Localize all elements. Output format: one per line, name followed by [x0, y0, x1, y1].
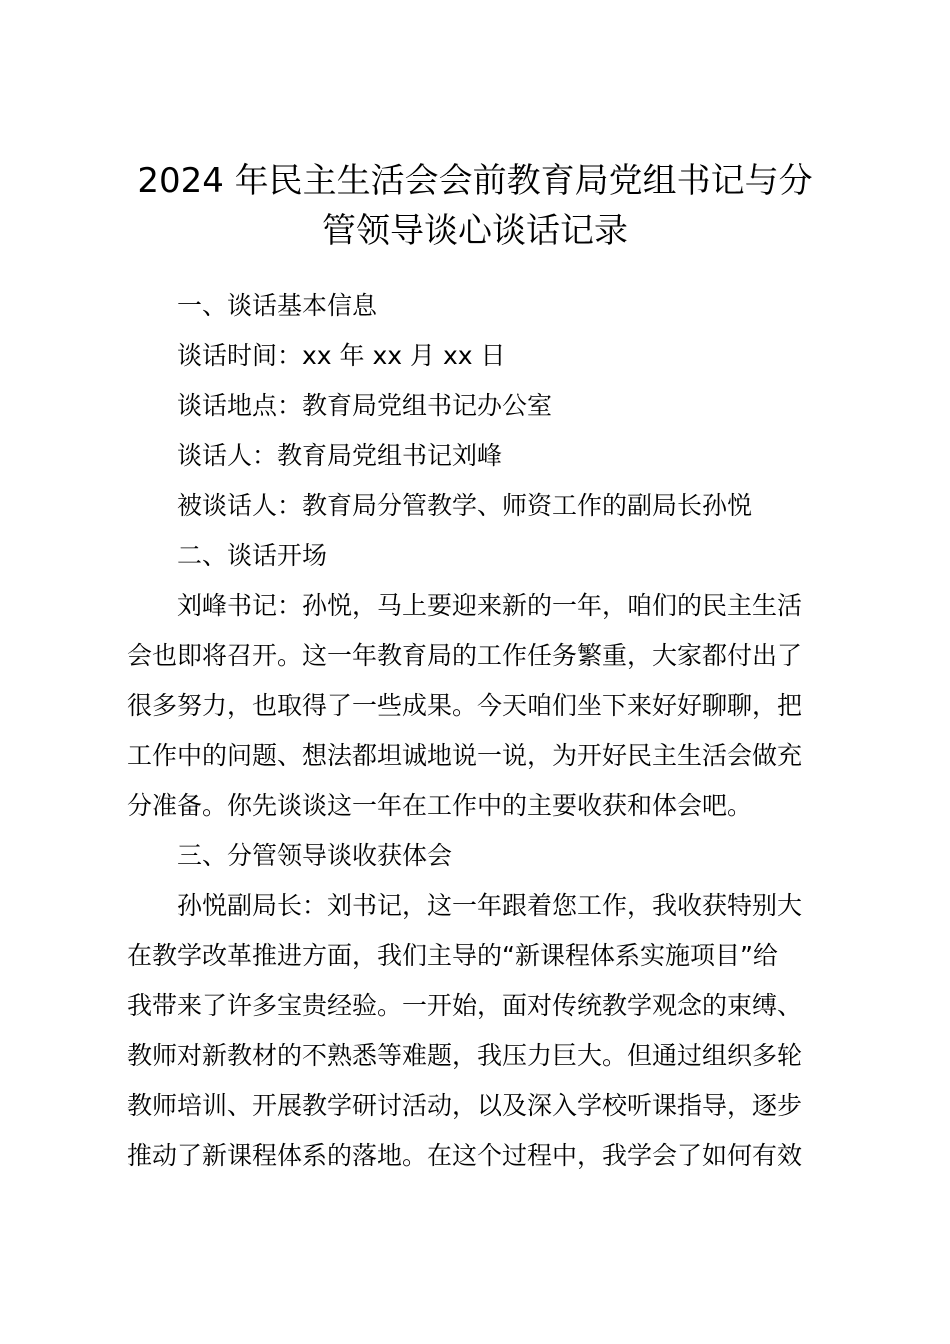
section-heading-basic-info: 一、谈话基本信息	[177, 291, 378, 320]
opening-paragraph	[127, 581, 832, 831]
opening-line: 工作中的问题、想法都坦诚地说一说，为开好民主生活会做充	[127, 741, 803, 770]
gains-line: 在教学改革推进方面，我们主导的“新课程体系实施项目”给	[127, 941, 778, 970]
gains-line: 孙悦副局长：刘书记，这一年跟着您工作，我收获特别大	[177, 891, 803, 920]
info-speaker: 谈话人：教育局党组书记刘峰	[177, 441, 503, 470]
opening-line: 分准备。你先谈谈这一年在工作中的主要收获和体会吧。	[127, 791, 753, 820]
document-body	[127, 281, 832, 1181]
title-line-1: 2024 年民主生活会会前教育局党组书记与分	[137, 161, 813, 201]
opening-line: 很多努力，也取得了一些成果。今天咱们坐下来好好聊聊，把	[127, 691, 803, 720]
section-heading-opening: 二、谈话开场	[177, 541, 328, 570]
opening-line: 刘峰书记：孙悦，马上要迎来新的一年，咱们的民主生活	[177, 591, 803, 620]
gains-line: 推动了新课程体系的落地。在这个过程中，我学会了如何有效	[127, 1141, 803, 1170]
gains-line: 教师对新教材的不熟悉等难题，我压力巨大。但通过组织多轮	[127, 1041, 803, 1070]
title-line-2: 管领导谈心谈话记录	[322, 211, 628, 251]
info-time: 谈话时间：xx 年 xx 月 xx 日	[177, 341, 506, 370]
gains-paragraph	[127, 881, 832, 1181]
opening-line: 会也即将召开。这一年教育局的工作任务繁重，大家都付出了	[127, 641, 803, 670]
section-heading-gains: 三、分管领导谈收获体会	[177, 841, 453, 870]
info-interviewee: 被谈话人：教育局分管教学、师资工作的副局长孙悦	[177, 491, 753, 520]
info-place: 谈话地点：教育局党组书记办公室	[177, 391, 553, 420]
document-title	[110, 156, 840, 256]
gains-line: 我带来了许多宝贵经验。一开始，面对传统教学观念的束缚、	[127, 991, 803, 1020]
gains-line: 教师培训、开展教学研讨活动，以及深入学校听课指导，逐步	[127, 1091, 803, 1120]
